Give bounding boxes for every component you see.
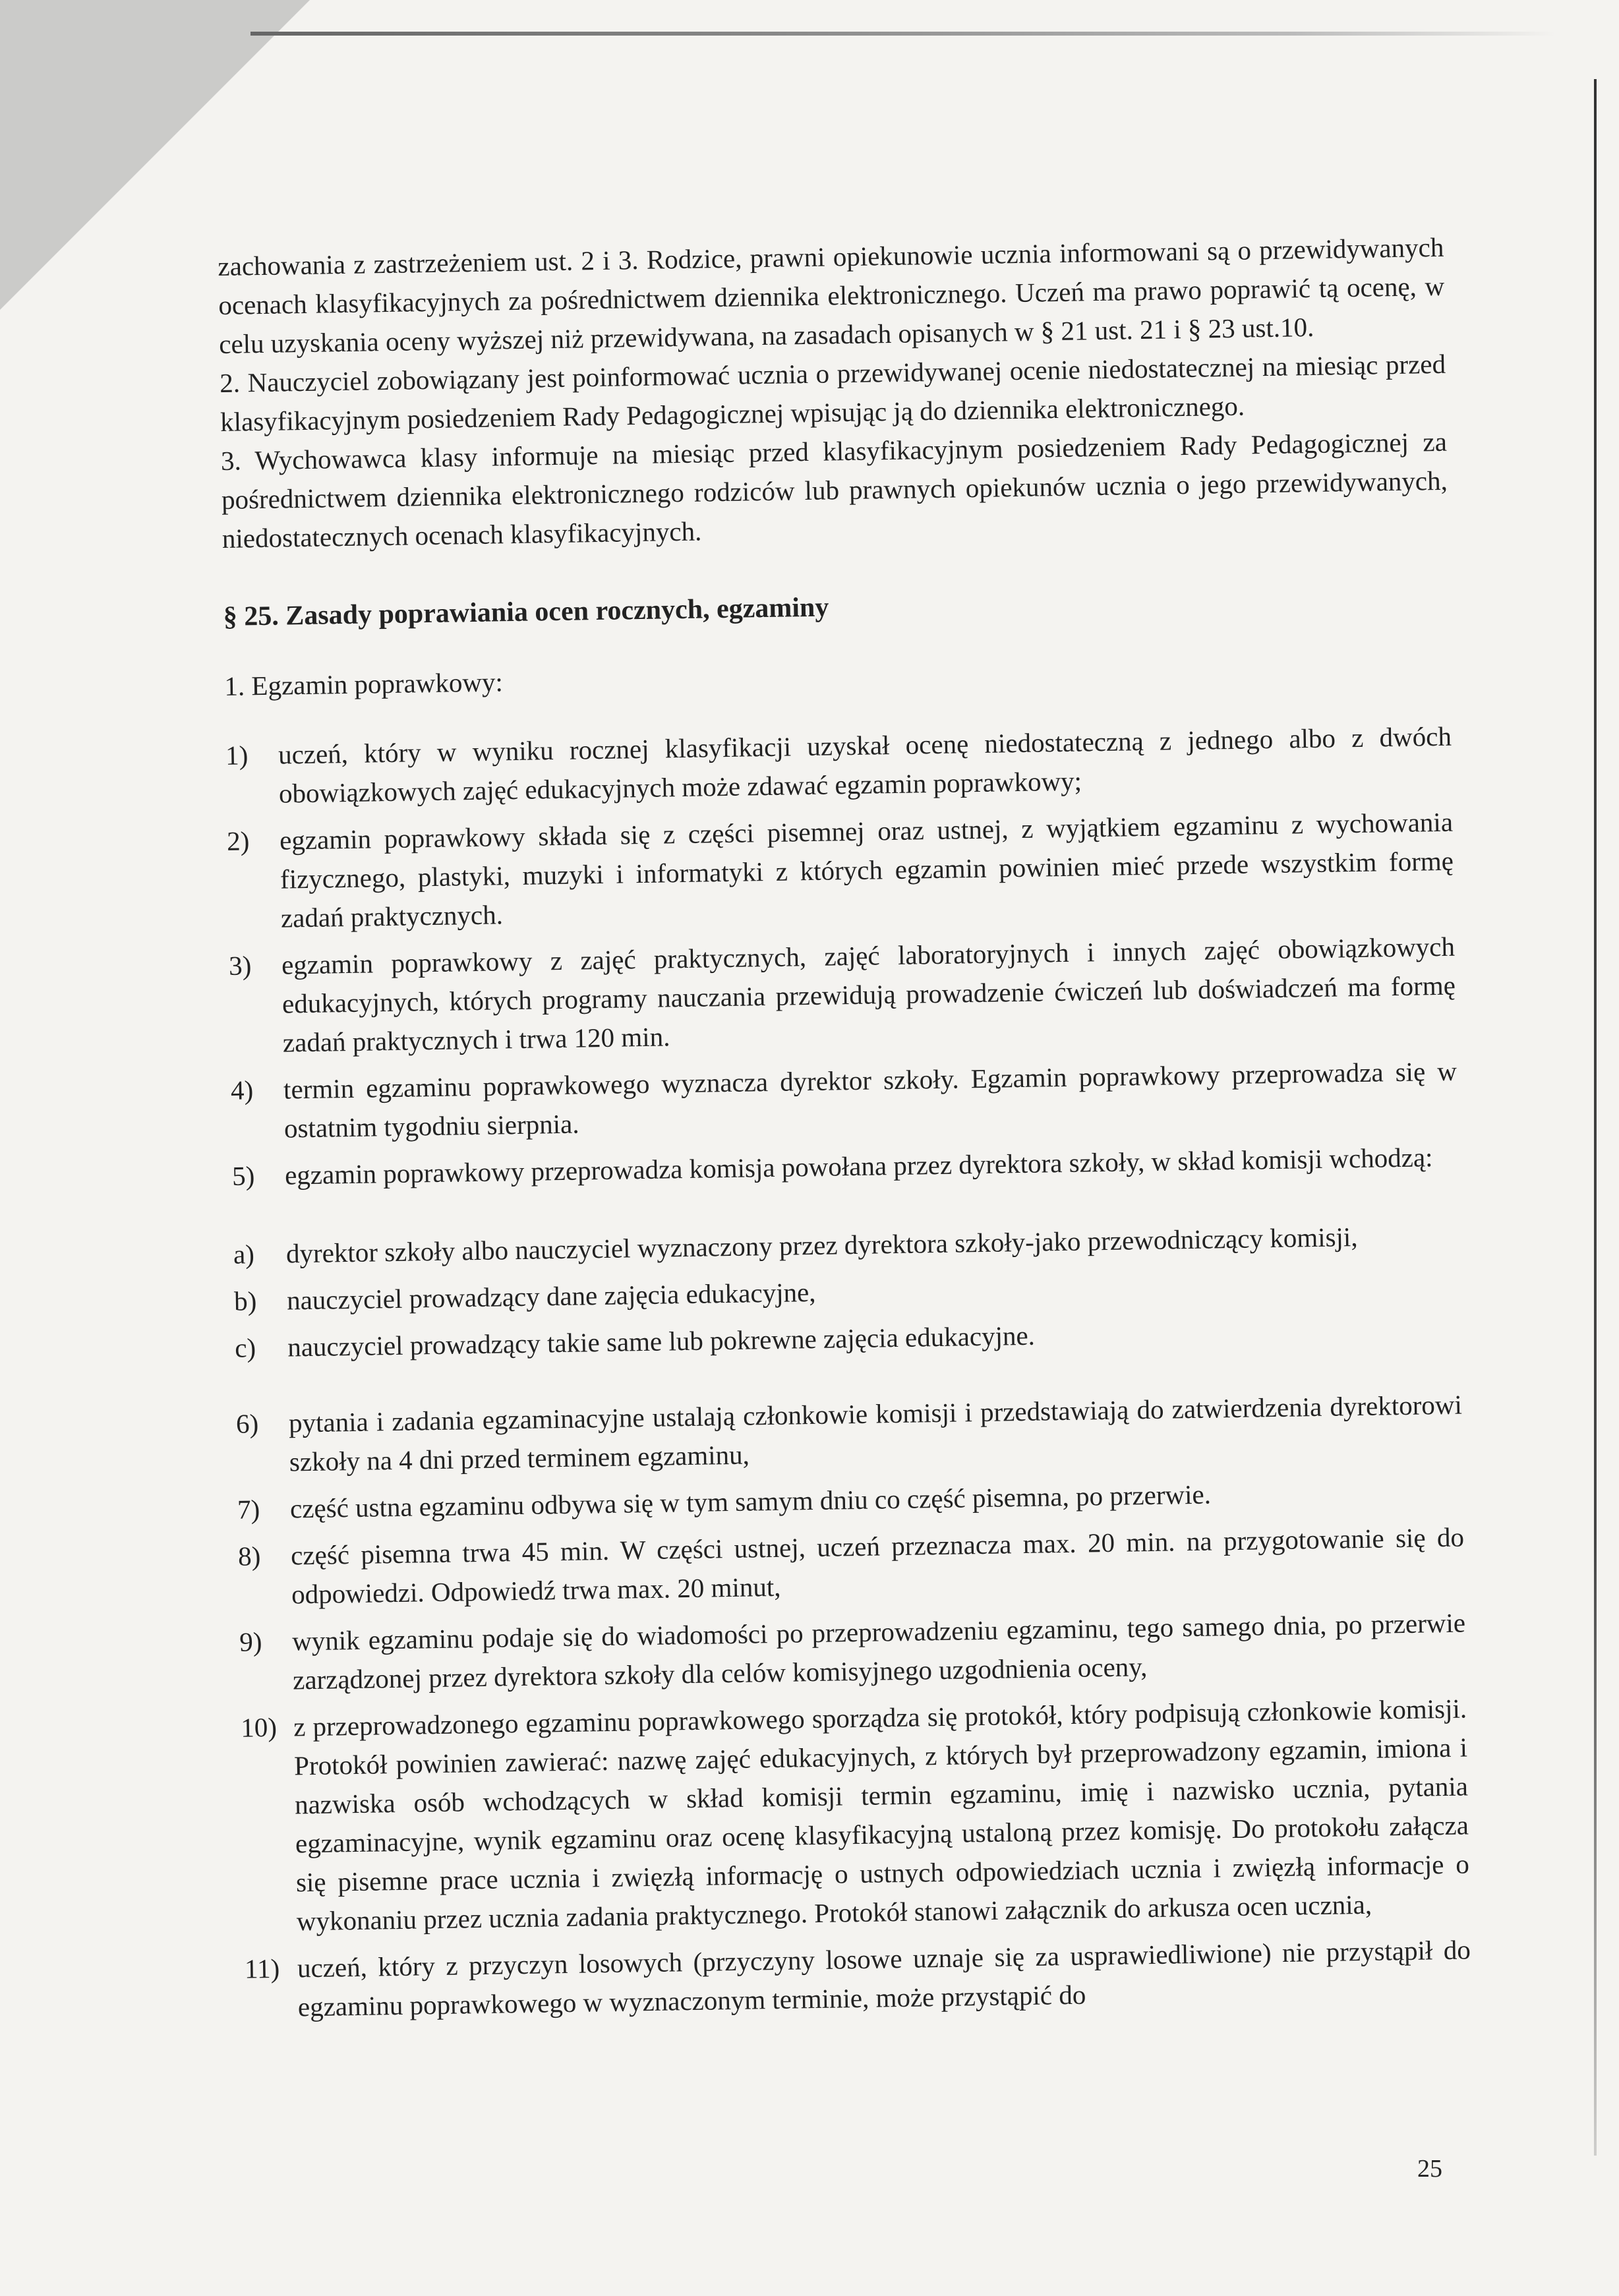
- lettered-list: [233, 1216, 1461, 1368]
- item-text: uczeń, który z przyczyn losowych (przyczyny losowe uznaje się za usprawiedliwione) nie przystąpił do egzaminu poprawkowego w wyznaczonym terminie, może przystąpić do: [297, 1934, 1471, 2022]
- list-item: [232, 1138, 1459, 1196]
- item-number: 7): [237, 1494, 260, 1525]
- item-number: 4): [230, 1074, 254, 1105]
- item-text: egzamin poprawkowy z zajęć praktycznych, zajęć laboratoryjnych i innych zajęć obowiązkowych edukacyjnych, których programy nauczania przewidują prowadzenie ćwiczeń lub doświadczeń ma formę zadań praktycznych i trwa 120 min.: [281, 931, 1456, 1058]
- item-number: 9): [239, 1626, 262, 1657]
- numbered-list-b: [236, 1386, 1472, 2028]
- item-number: 11): [244, 1953, 280, 1984]
- list-item: [245, 1930, 1472, 2027]
- list-item: [227, 803, 1455, 939]
- item-text: dyrektor szkoły albo nauczyciel wyznaczony przez dyrektora szkoły-jako przewodniczący komisji,: [285, 1222, 1358, 1269]
- list-item: [238, 1518, 1465, 1615]
- item-number: 3): [228, 950, 252, 981]
- item-text: nauczyciel prowadzący dane zajęcia edukacyjne,: [286, 1276, 816, 1316]
- item-number: 6): [235, 1408, 259, 1439]
- list-item: [236, 1386, 1463, 1483]
- item-text: część pisemna trwa 45 min. W części ustnej, uczeń przeznacza max. 20 min. na przygotowanie się do odpowiedzi. Odpowiedź trwa max. 20 minut,: [290, 1521, 1465, 1610]
- document-body: [218, 228, 1471, 2036]
- item-number: 1): [225, 740, 249, 771]
- intro-paragraph-3: 3. Wychowawca klasy informuje na miesiąc przed klasyfikacyjnym posiedzeniem Rady Pedagogicznej za pośrednictwem dziennika elektronicznego rodziców lub prawnych opiekunów ucznia o jego przewidywanych, niedostatecznych ocenach klasyfikacyjnych.: [220, 426, 1448, 554]
- item-text: egzamin poprawkowy przeprowadza komisja powołana przez dyrektora szkoły, w skład komisji wchodzą:: [284, 1142, 1433, 1191]
- intro-paragraph-1: zachowania z zastrzeżeniem ust. 2 i 3. Rodzice, prawni opiekunowie ucznia informowani są o przewidywanych ocenach klasyfikacyjnych za pośrednictwem dziennika elektronicznego. Uczeń ma prawo poprawić tą ocenę, w celu uzyskania oceny wyższej niż przewidywana, na zasadach opisanych w § 21 ust. 21 i § 23 ust.10.: [218, 231, 1445, 359]
- item-text: część ustna egzaminu odbywa się w tym samym dniu co część pisemna, po przerwie.: [289, 1479, 1212, 1524]
- page-number: 25: [1417, 2155, 1442, 2183]
- list-item: [235, 1310, 1461, 1368]
- item-number: 8): [237, 1541, 261, 1572]
- item-text: nauczyciel prowadzący takie same lub pokrewne zajęcia edukacyjne.: [287, 1320, 1036, 1363]
- numbered-list-a: [225, 717, 1459, 1196]
- item-number: 2): [226, 825, 250, 856]
- list-item: [229, 927, 1457, 1063]
- list-item: [239, 1604, 1467, 1701]
- item-letter: a): [233, 1239, 255, 1270]
- section-subheading: 1. Egzamin poprawkowy:: [224, 666, 504, 701]
- list-item: [231, 1052, 1458, 1149]
- list-item: [225, 717, 1453, 814]
- scan-edge-right: [1594, 79, 1597, 2156]
- item-letter: b): [233, 1285, 257, 1316]
- scan-edge-top: [250, 32, 1556, 36]
- list-item: [241, 1690, 1470, 1942]
- item-number: 5): [231, 1160, 255, 1191]
- item-text: z przeprowadzonego egzaminu poprawkowego sporządza się protokół, który podpisują członkowie komisji. Protokół powinien zawierać: nazwę zajęć edukacyjnych, z których był przeprowadzony egzamin, imiona i nazwiska osób wchodzących w skład komisji termin egzaminu, imię i nazwisko ucznia, pytania egzaminacyjne, wynik egzaminu oraz ocenę klasyfikacyjną ustaloną przez komisję. Do protokołu załącza się pisemne prace ucznia i zwięzłą informację o ustnych odpowiedziach ucznia i zwięzłą informacje o wykonaniu przez ucznia zadania praktycznego. Protokół stanowi załącznik do arkusza ocen ucznia,: [293, 1693, 1470, 1937]
- item-text: pytania i zadania egzaminacyjne ustalają członkowie komisji i przedstawiają do zatwierdzenia dyrektorowi szkoły na 4 dni przed terminem egzaminu,: [288, 1389, 1463, 1477]
- item-number: 10): [240, 1711, 278, 1743]
- item-text: egzamin poprawkowy składa się z części pisemnej oraz ustnej, z wyjątkiem egzaminu z wychowania fizycznego, plastyki, muzyki i informatyki z których egzamin powinien mieć przede wszystkim formę zadań praktycznych.: [279, 806, 1454, 933]
- item-letter: c): [234, 1332, 256, 1363]
- item-text: wynik egzaminu podaje się do wiadomości po przeprowadzeniu egzaminu, tego samego dnia, po przerwie zarządzonej przez dyrektora szkoły dla celów komisyjnego uzgodnienia oceny,: [291, 1607, 1466, 1695]
- item-text: termin egzaminu poprawkowego wyznacza dyrektor szkoły. Egzamin poprawkowy przeprowadza się w ostatnim tygodniu sierpnia.: [283, 1055, 1457, 1144]
- intro-paragraph-2: 2. Nauczyciel zobowiązany jest poinformować ucznia o przewidywanej ocenie niedostatecznej na miesiąc przed klasyfikacyjnym posiedzeniem Rady Pedagogicznej wpisując ją do dziennika elektronicznego.: [219, 348, 1446, 437]
- item-text: uczeń, który w wyniku rocznej klasyfikacji uzyskał ocenę niedostateczną z jednego albo z dwóch obowiązkowych zajęć edukacyjnych może zdawać egzamin poprawkowy;: [278, 721, 1452, 809]
- section-heading: § 25. Zasady poprawiania ocen rocznych, egzaminy: [223, 592, 829, 632]
